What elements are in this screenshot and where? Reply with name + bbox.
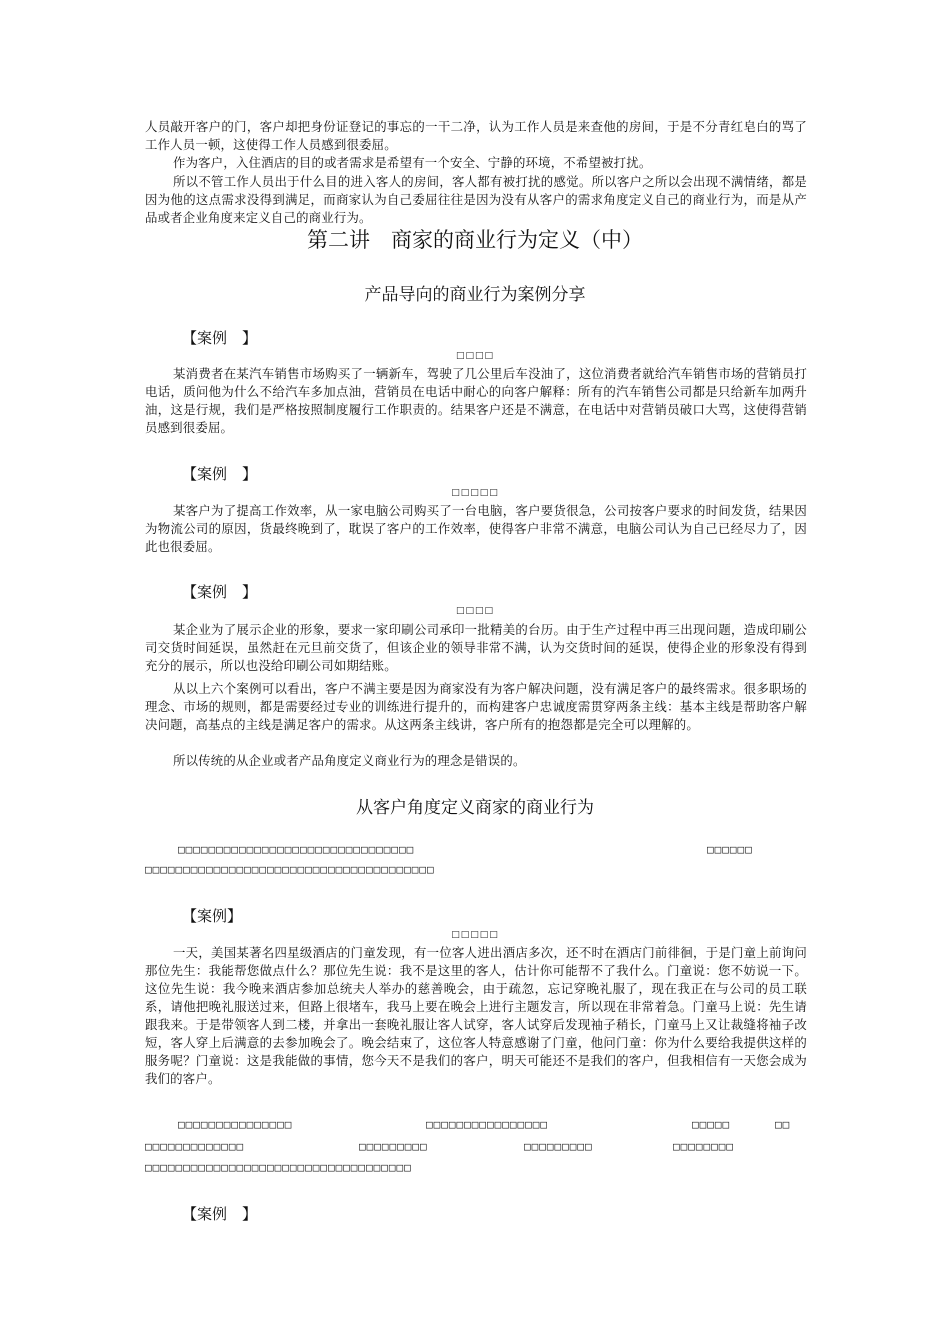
garbled-line-6: □□□□□ — [692, 1118, 731, 1131]
garbled-line-3: □□□□□□□□□□□□□□□□□□□□□□□□□□□□□□□□□□□□□□ — [145, 863, 435, 876]
case-label-1: 【案例 】 — [182, 329, 258, 347]
case-label-5: 【案例 】 — [182, 1205, 258, 1223]
garbled-line-5: □□□□□□□□□□□□□□□□ — [426, 1118, 548, 1131]
case-text-1: 某消费者在某汽车销售市场购买了一辆新车，驾驶了几公里后车没油了，这位消费者就给汽车销售市场的营销员打电话，质问他为什么不给汽车多加点油，营销员在电话中耐心的向客户解释：所有的汽车销售公司都是只给新车加两升油，这是行规，我们是严格按照制度履行工作职责的。结果客户还是不满意，在电话中对营销员破口大骂，这使得营销员感到很委屈。 — [145, 366, 807, 435]
garbled-line-4: □□□□□□□□□□□□□□□ — [178, 1118, 293, 1131]
garbled-line-12: □□□□□□□□□□□□□□□□□□□□□□□□□□□□□□□□□□□ — [145, 1161, 412, 1174]
section-title-product: 产品导向的商业行为案例分享 — [364, 285, 586, 305]
case-label-2: 【案例 】 — [182, 465, 258, 483]
summary-paragraph-1: 从以上六个案例可以看出，客户不满主要是因为商家没有为客户解决问题，没有满足客户的最终需求。很多职场的理念、市场的规则，都是需要经过专业的训练进行提升的，而构建客户忠诚度需贯穿两条主线：基本主线是帮助客户解决问题，高基点的主线是满足客户的需求。从这两条主线讲，客户所有的抱怨都是完全可以理解的。 — [145, 681, 807, 732]
summary-paragraph-2: 所以传统的从企业或者产品角度定义商业行为的理念是错误的。 — [173, 753, 526, 768]
garbled-line-8: □□□□□□□□□□□□□ — [145, 1140, 245, 1153]
section-title-customer: 从客户角度定义商家的商业行为 — [356, 798, 594, 818]
case-text-3: 某企业为了展示企业的形象，要求一家印刷公司承印一批精美的台历。由于生产过程中再三出现问题，造成印刷公司交货时间延误，虽然赶在元旦前交货了，但该企业的领导非常不满，认为交货时间的延误，使得企业的形象没有得到充分的展示，所以也没给印刷公司如期结账。 — [145, 622, 807, 673]
lecture-title: 第二讲 商家的商业行为定义（中） — [307, 228, 643, 252]
case-text-2: 某客户为了提高工作效率，从一家电脑公司购买了一台电脑，客户要货很急，公司按客户要求的时间发货，结果因为物流公司的原因，货最终晚到了，耽误了客户的工作效率，使得客户非常不满意，电脑公司认为自己已经尽力了，因此也很委屈。 — [145, 503, 807, 554]
garbled-line-10: □□□□□□□□□ — [524, 1140, 593, 1153]
garbled-line-7: □□ — [775, 1118, 791, 1131]
case-subtitle-4: □□□□□ — [451, 930, 499, 940]
garbled-line-1: □□□□□□□□□□□□□□□□□□□□□□□□□□□□□□□ — [178, 843, 415, 856]
case-label-3: 【案例 】 — [182, 583, 258, 601]
garbled-line-9: □□□□□□□□□ — [359, 1140, 428, 1153]
intro-paragraph-3: 所以不管工作人员出于什么目的进入客人的房间，客人都有被打扰的感觉。所以客户之所以会出现不满情绪，都是因为他的这点需求没得到满足，而商家认为自己委屈往往是因为没有从客户的需求角度定义自己的商业行为，而是从产品或者企业角度来定义自己的商业行为。 — [145, 174, 807, 225]
garbled-line-2: □□□□□□ — [707, 843, 753, 856]
case-text-4: 一天，美国某著名四星级酒店的门童发现，有一位客人进出酒店多次，还不时在酒店门前徘徊，于是门童上前询问那位先生：我能帮您做点什么？那位先生说：我不是这里的客人，估计你可能帮不了我什么。门童说：您不妨说一下。这位先生说：我今晚来酒店参加总统夫人举办的慈善晚会，由于疏忽，忘记穿晚礼服了，现在我正在与公司的员工联系，请他把晚礼服送过来，但路上很堵车，我马上要在晚会上进行主题发言，所以现在非常着急。门童马上说：先生请跟我来。于是带领客人到二楼，并拿出一套晚礼服让客人试穿，客人试穿后发现袖子稍长，门童马上又让裁缝将袖子改短，客人穿上后满意的去参加晚会了。晚会结束了，这位客人特意感谢了门童，他问门童：你为什么要给我提供这样的服务呢？门童说：这是我能做的事情，您今天不是我们的客户，明天可能还不是我们的客户，但我相信有一天您会成为我们的客户。 — [145, 945, 807, 1086]
case-subtitle-1: □□□□ — [455, 351, 494, 361]
intro-paragraph-1: 人员敲开客户的门，客户却把身份证登记的事忘的一干二净，认为工作人员是来查他的房间，于是不分青红皂白的骂了工作人员一顿，这使得工作人员感到很委屈。 — [145, 119, 807, 152]
intro-paragraph-2: 作为客户，入住酒店的目的或者需求是希望有一个安全、宁静的环境，不希望被打扰。 — [173, 155, 652, 170]
case-label-4: 【案例】 — [182, 907, 243, 925]
garbled-line-11: □□□□□□□□ — [673, 1140, 734, 1153]
case-subtitle-2: □□□□□ — [451, 488, 499, 498]
case-subtitle-3: □□□□ — [455, 606, 494, 616]
